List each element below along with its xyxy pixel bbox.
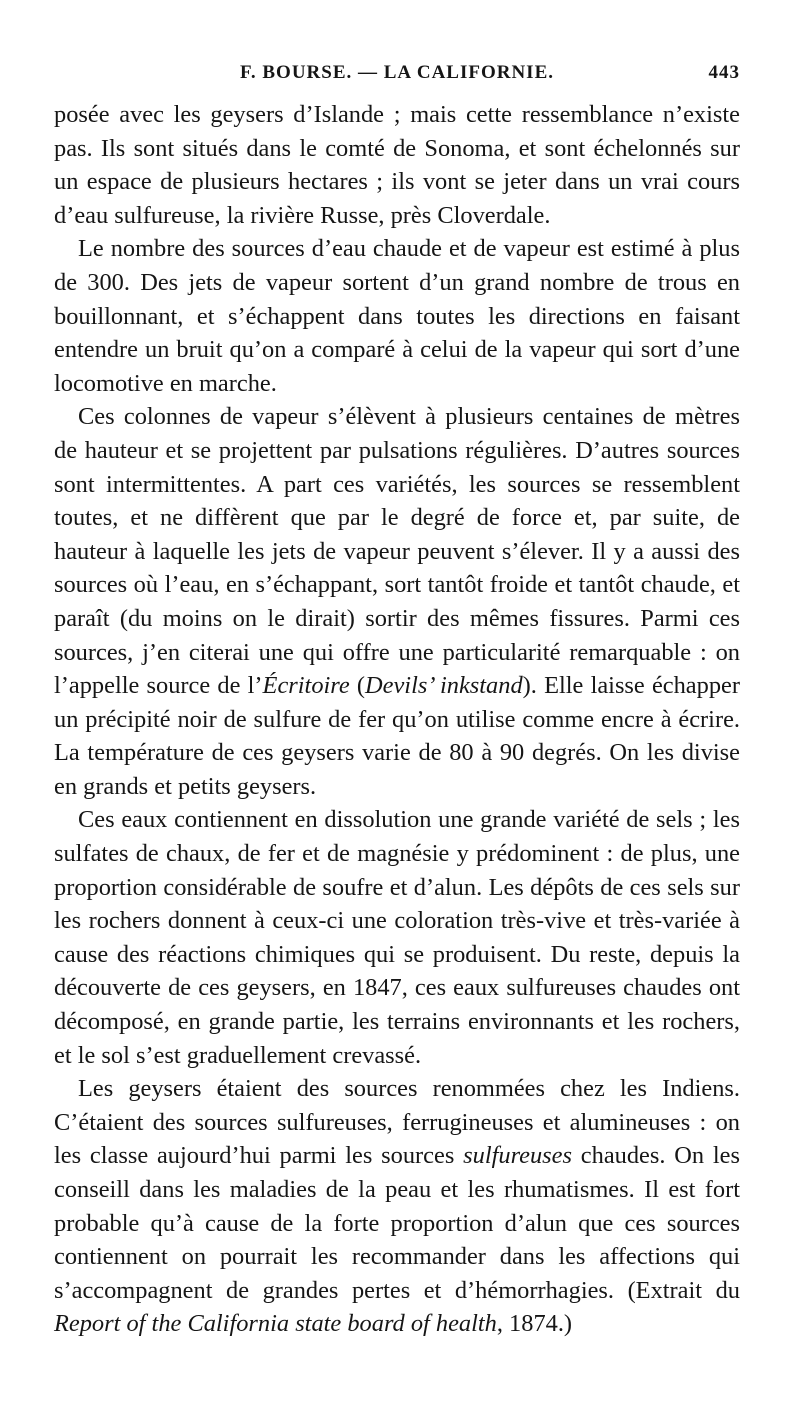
paragraph-text: Le nombre des sources d’eau chaude et de vapeur est estimé à plus de 300. Des jets de vapeur sortent d’un grand nombre de trous en bouillonnant, et s’échappent dans toutes les directions en faisant entendre un bruit qu’on a comparé à celui de la vapeur qui sort d’une locomotive en marche. bbox=[54, 235, 740, 397]
italic-term: Écritoire bbox=[262, 672, 350, 700]
running-title: F. BOURSE. — LA CALIFORNIE. bbox=[240, 62, 554, 83]
paragraph-text: , 1874.) bbox=[496, 1310, 573, 1338]
body-text bbox=[54, 98, 740, 1341]
paragraph-indian-sources bbox=[54, 1072, 740, 1341]
paragraph-sources-count bbox=[54, 232, 740, 400]
paragraph-text: Les geysers étaient des sources renommées chez les Indiens. C’étaient des sources sulfureuses, ferrugineuses et alumineuses : on les classe aujourd’hui parmi les sources bbox=[54, 1075, 740, 1170]
paragraph-text: Ces eaux contiennent en dissolution une grande variété de sels ; les sulfates de chaux, de fer et de magnésie y prédominent : de plus, une proportion considérable de soufre et d’alun. Les dépôts de ces sels sur les rochers donnent à ceux-ci une coloration très-vive et très-variée à cause des réactions chimiques qui se produisent. Du reste, depuis la découverte de ces geysers, en 1847, ces eaux sulfureuses chaudes ont décomposé, en grande partie, les terrains environnants et les rochers, et le sol s’est graduellement crevassé. bbox=[54, 806, 740, 1069]
paragraph-salts bbox=[54, 803, 740, 1072]
paragraph-text: ( bbox=[349, 672, 366, 700]
paragraph-vapor-columns bbox=[54, 400, 740, 803]
italic-citation: Report of the California state board of health bbox=[54, 1310, 497, 1338]
book-page bbox=[54, 62, 740, 1341]
paragraph-text: chaudes. On les conseill dans les maladies de la peau et les rhumatismes. Il est fort probable qu’à cause de la forte proportion d’alun que ces sources contiennent on pourrait les recommander dans les affections qui s’accompagnent de grandes pertes et d’hémorrhagies. (Extrait du bbox=[54, 1142, 740, 1304]
italic-term: sulfureuses bbox=[463, 1142, 572, 1170]
paragraph-continuation bbox=[54, 98, 740, 232]
italic-term: Devils’ inkstand bbox=[365, 672, 523, 700]
paragraph-text: ). Elle laisse échapper un précipité noir de sulfure de fer qu’on utilise comme encre à écrire. La température de ces geysers varie de 80 à 90 degrés. On les divise en grands et petits geysers. bbox=[54, 672, 740, 800]
paragraph-text: Ces colonnes de vapeur s’élèvent à plusieurs centaines de mètres de hauteur et se projettent par pulsations régulières. D’autres sources sont intermittentes. A part ces variétés, les sources se ressemblent toutes, et ne diffèrent que par le degré de force et, par suite, de hauteur à laquelle les jets de vapeur peuvent s’élever. Il y a aussi des sources où l’eau, en s’échappant, sort tantôt froide et tantôt chaude, et paraît (du moins on le dirait) sortir des mêmes fissures. Parmi ces sources, j’en citerai une qui offre une particularité remarquable : on l’appelle source de l’ bbox=[54, 403, 740, 700]
running-head bbox=[54, 62, 740, 92]
paragraph-text: posée avec les geysers d’Islande ; mais cette ressemblance n’existe pas. Ils sont situés dans le comté de Sonoma, et sont échelonnés sur un espace de plusieurs hectares ; ils vont se jeter dans un vrai cours d’eau sulfureuse, la rivière Russe, près Cloverdale. bbox=[54, 101, 740, 229]
page-number: 443 bbox=[708, 62, 740, 83]
